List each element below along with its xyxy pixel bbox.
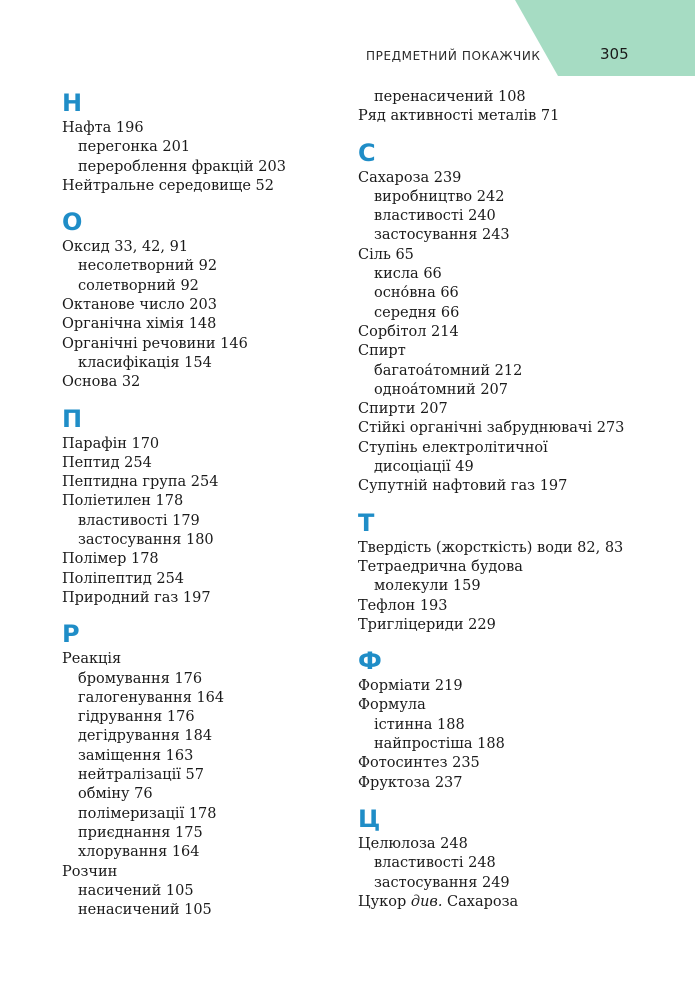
index-entry: Сахароза 239: [358, 169, 462, 186]
index-entry: Полімер 178: [62, 551, 159, 568]
index-subentry: кисла 66: [374, 266, 442, 283]
index-subentry: застосування 249: [374, 874, 510, 891]
section-letter: С: [358, 138, 376, 167]
index-subentry: властивості 179: [78, 512, 200, 529]
index-entry: Тригліцериди 229: [358, 616, 496, 633]
index-subentry: солетворний 92: [78, 277, 199, 294]
index-entry: Органічні речовини 146: [62, 335, 248, 352]
index-entry: Парафін 170: [62, 435, 160, 452]
index-subentry: властивості 240: [374, 208, 496, 225]
index-entry: Оксид 33, 42, 91: [62, 239, 189, 256]
index-subentry: виробництво 242: [374, 188, 505, 205]
index-section-o: [62, 209, 286, 392]
index-entry: Пептидна група 254: [62, 474, 219, 491]
index-section-ts: [358, 806, 624, 912]
index-entry: Поліетилен 178: [62, 493, 184, 510]
index-subentry: істинна 188: [374, 716, 465, 733]
index-subentry: осно́вна 66: [374, 285, 459, 302]
index-entry: Сіль 65: [358, 246, 414, 263]
index-entry: Тефлон 193: [358, 597, 448, 614]
index-subentry: гідрування 176: [78, 709, 195, 726]
index-entry: Цукор див. Сахароза: [358, 893, 519, 910]
index-section-f: [358, 648, 624, 793]
index-entry: Стійкі органічні забруднювачі 273: [358, 420, 625, 437]
index-subentry: класифікація 154: [78, 354, 212, 371]
index-subentry: властивості 248: [374, 855, 496, 872]
index-section-n: [62, 90, 286, 196]
index-entry: Фотосинтез 235: [358, 755, 480, 772]
index-section-p: [62, 406, 286, 609]
index-entry: Спирти 207: [358, 401, 448, 418]
index-entry: Нейтральне середовище 52: [62, 177, 274, 194]
section-letter: Н: [62, 89, 83, 117]
index-continuation: [358, 88, 624, 127]
index-entry: Фруктоза 237: [358, 774, 463, 791]
index-entry: Поліпептид 254: [62, 570, 185, 587]
index-subentry: полімеризації 178: [78, 805, 217, 822]
index-subentry: приєднання 175: [78, 824, 203, 841]
index-entry: Спирт: [358, 343, 406, 360]
index-subentry: одноа́томний 207: [374, 381, 509, 398]
index-subentry: несолетворний 92: [78, 258, 218, 275]
index-entry: Розчин: [62, 863, 118, 880]
index-entry: Форміати 219: [358, 678, 463, 695]
index-entry: Ступінь електролітичної: [358, 439, 548, 456]
index-entry: Твердість (жорсткість) води 82, 83: [358, 539, 624, 556]
index-subentry: обміну 76: [78, 786, 153, 803]
index-subentry: дегідрування 184: [78, 728, 213, 745]
index-entry: Целюлоза 248: [358, 835, 468, 852]
index-entry: Октанове число 203: [62, 297, 217, 314]
section-letter: Ц: [358, 804, 381, 833]
index-subentry: ненасичений 105: [78, 902, 212, 919]
index-subentry: дисоціації 49: [374, 459, 474, 476]
index-subentry: перероблення фракцій 203: [78, 158, 286, 175]
index-subentry: середня 66: [374, 304, 460, 321]
section-letter: О: [62, 208, 83, 237]
page-corner-tab: [515, 0, 695, 76]
index-subentry: застосування 180: [78, 532, 214, 549]
index-entry: Пептид 254: [62, 454, 152, 471]
index-subentry: бромування 176: [78, 670, 203, 687]
index-column-right: [358, 88, 624, 912]
index-subentry: застосування 243: [374, 227, 510, 244]
index-subentry: молекули 159: [374, 578, 481, 595]
index-subentry: насичений 105: [78, 882, 194, 899]
index-entry: Основа 32: [62, 374, 141, 391]
index-entry: Формула: [358, 697, 426, 714]
index-section-r: [62, 621, 286, 920]
index-entry: Природний газ 197: [62, 589, 211, 606]
section-letter: Р: [62, 620, 80, 649]
index-subentry: заміщення 163: [78, 747, 194, 764]
section-letter: Ф: [358, 647, 382, 676]
index-entry: Сорбітол 214: [358, 323, 459, 340]
index-entry: Реакція: [62, 651, 122, 668]
index-entry: Тетраедрична будова: [358, 558, 523, 575]
index-entry: Супутній нафтовий газ 197: [358, 478, 568, 495]
index-subentry: найпростіша 188: [374, 736, 505, 753]
index-subentry: нейтралізації 57: [78, 767, 204, 784]
index-subentry: перенасичений 108: [374, 89, 526, 105]
index-subentry: хлорування 164: [78, 844, 200, 861]
section-letter: Т: [358, 508, 375, 537]
section-letter: П: [62, 404, 83, 433]
index-entry: Органічна хімія 148: [62, 316, 217, 333]
running-header-title: ПРЕДМЕТНИЙ ПОКАЖЧИК: [366, 49, 541, 63]
index-entry: Ряд активності металів 71: [358, 108, 560, 125]
index-column-left: [62, 90, 286, 920]
index-subentry: перегонка 201: [78, 139, 191, 156]
index-subentry: галогенування 164: [78, 689, 225, 706]
index-section-t: [358, 510, 624, 635]
index-entry: Нафта 196: [62, 120, 144, 136]
index-section-s: [358, 140, 624, 497]
page-number: 305: [600, 45, 629, 63]
index-subentry: багатоа́томний 212: [374, 362, 523, 379]
